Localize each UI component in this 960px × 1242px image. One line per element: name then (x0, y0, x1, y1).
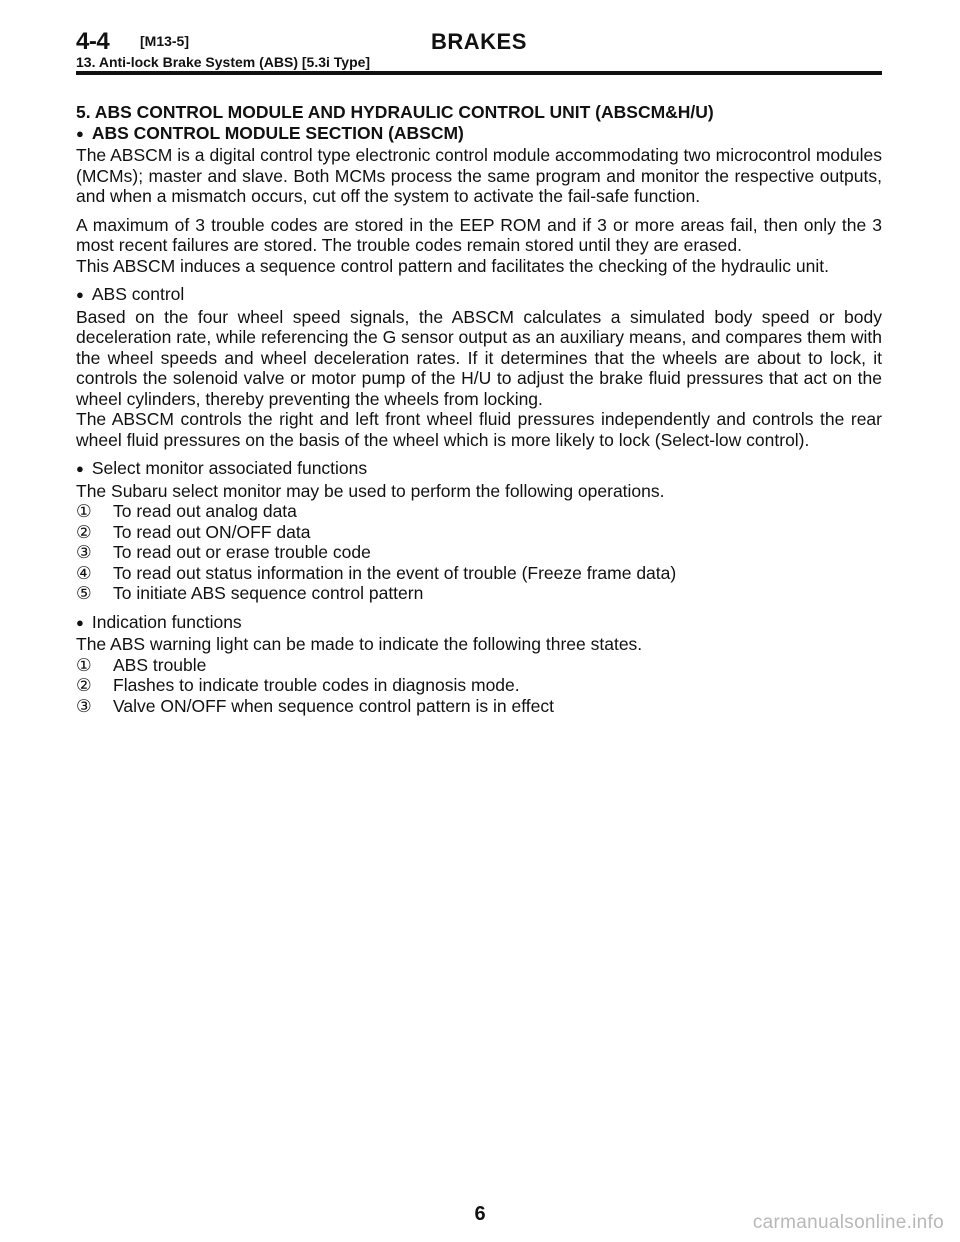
document-body (76, 102, 882, 716)
header-top-row (76, 28, 882, 54)
select-monitor-list (76, 501, 882, 604)
list-item (76, 675, 882, 696)
item-number: ④ (76, 562, 92, 583)
section-heading: 5. ABS CONTROL MODULE AND HYDRAULIC CONTROL UNIT (ABSCM&H/U) (76, 102, 714, 122)
abs-control-label: ● ABS control (76, 284, 882, 307)
header-page-number: 4-4 (76, 28, 110, 55)
abs-control-paragraph-1: Based on the four wheel speed signals, the ABSCM calculates a simulated body speed or body deceleration rate, while referencing the G sensor output as an auxiliary means, and compares them with the wheel speeds and wheel deceleration rates. If it determines that the wheels are about to lock, it controls the solenoid valve or motor pump of the H/U to adjust the brake fluid pressures that act on the wheel cylinders, thereby preventing the wheels from locking. (76, 306, 882, 409)
paragraph-intro: The ABSCM is a digital control type electronic control module accommodating two microcontrol modules (MCMs); master and slave. Both MCMs process the same program and monitor the respective outputs, and when a mismatch occurs, cut off the system to activate the fail-safe function. (76, 145, 882, 206)
indication-intro: The ABS warning light can be made to indicate the following three states. (76, 634, 643, 654)
list-item (76, 583, 882, 604)
item-number: ③ (76, 695, 92, 716)
sub-heading: ● ABS CONTROL MODULE SECTION (ABSCM) (76, 123, 882, 146)
header-code: [M13-5] (140, 33, 190, 49)
paragraph-trouble-codes: A maximum of 3 trouble codes are stored in the EEP ROM and if 3 or more areas fail, then only the 3 most recent failures are stored. The trouble codes remain stored until they are erased. (76, 214, 882, 255)
list-item (76, 655, 882, 676)
item-text: To read out status information in the event of trouble (Freeze frame data) (113, 562, 677, 583)
list-item (76, 542, 882, 563)
indication-label: ● Indication functions (76, 612, 882, 635)
header-divider (76, 71, 882, 75)
item-text: ABS trouble (113, 654, 207, 675)
item-number: ③ (76, 542, 92, 562)
item-number: ② (76, 521, 92, 542)
select-monitor-intro: The Subaru select monitor may be used to perform the following operations. (76, 480, 665, 501)
list-item (76, 563, 882, 584)
header-title: BRAKES (431, 29, 527, 54)
watermark: carmanualsonline.info (752, 1212, 944, 1233)
list-item (76, 696, 882, 717)
footer-page-number: 6 (474, 1203, 486, 1225)
item-number: ⑤ (76, 583, 92, 603)
item-number: ② (76, 675, 92, 695)
select-monitor-label: ● Select monitor associated functions (76, 458, 882, 481)
paragraph-sequence-control: This ABSCM induces a sequence control pattern and facilitates the checking of the hydraulic unit. (76, 255, 829, 276)
list-item (76, 501, 882, 522)
item-number: ① (76, 501, 92, 521)
page-header (76, 28, 882, 70)
item-text: To read out analog data (113, 501, 297, 521)
item-number: ① (76, 654, 92, 675)
indication-list (76, 655, 882, 717)
list-item (76, 522, 882, 543)
item-text: Flashes to indicate trouble codes in diagnosis mode. (113, 675, 520, 695)
item-text: To initiate ABS sequence control pattern (113, 583, 424, 603)
item-text: To read out or erase trouble code (113, 542, 371, 562)
item-text: Valve ON/OFF when sequence control pattern is in effect (113, 695, 554, 716)
item-text: To read out ON/OFF data (113, 521, 311, 542)
header-section: 13. Anti-lock Brake System (ABS) [5.3i Type] (76, 54, 371, 70)
abs-control-paragraph-2: The ABSCM controls the right and left front wheel fluid pressures independently and controls the rear wheel fluid pressures on the basis of the wheel which is more likely to lock (Select-low control). (76, 409, 882, 450)
